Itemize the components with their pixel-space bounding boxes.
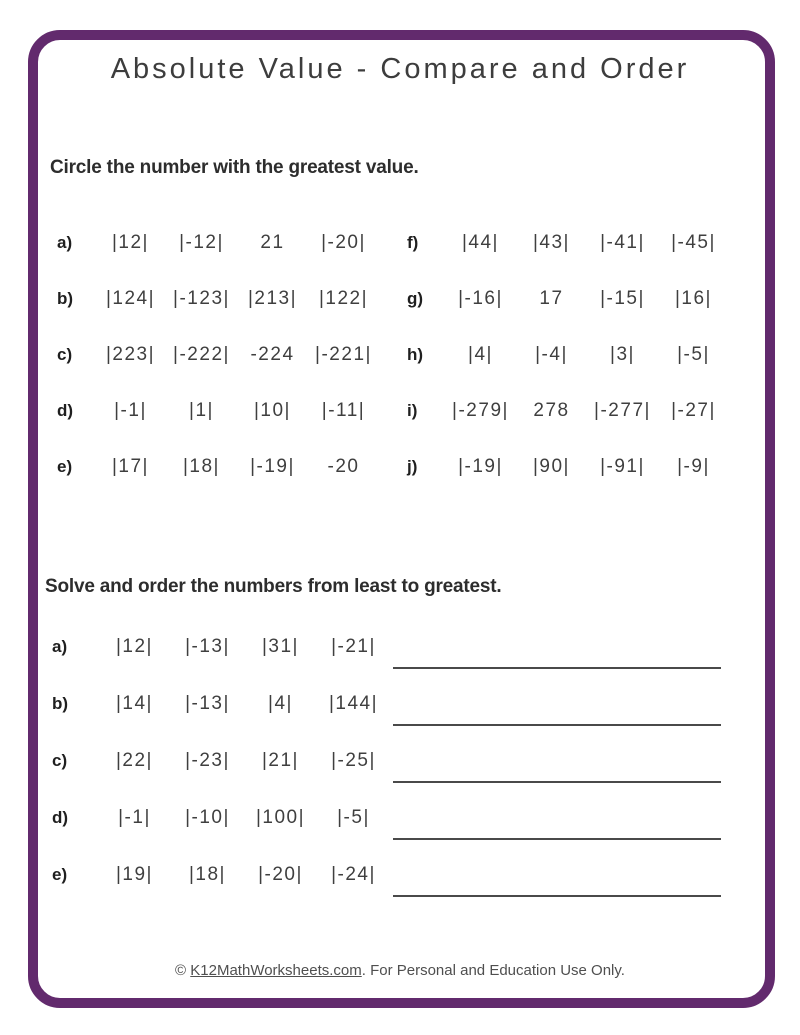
row-label: e) [52,864,68,884]
row-label: b) [57,289,74,308]
page-title: Absolute Value - Compare and Order [110,53,690,85]
footer-credit [0,962,800,979]
value-cell: |122| [318,288,369,309]
worksheet-site-link[interactable]: K12MathWorksheets.com [190,962,362,979]
value-cell: |12| [115,635,153,657]
value-cell: |-9| [677,456,710,477]
row-label: a) [57,233,73,252]
value-cell: |-11| [321,400,366,421]
section2-rows [45,618,721,903]
value-cell: |10| [253,400,291,421]
value-cell: |124| [105,288,156,309]
value-cell: 17 [539,288,564,309]
ordering-row [45,789,721,846]
value-cell: |-15| [600,288,645,309]
row-label: i) [407,401,418,420]
row-label: f) [407,233,419,252]
value-cell: |-4| [535,344,568,365]
value-cell: |-20| [321,232,366,253]
row-label: c) [52,750,68,770]
section1-right-column [400,215,729,495]
footer-usage-note: . For Personal and Education Use Only. [361,962,625,979]
answer-blank-line [393,667,721,669]
value-cell: |-222| [173,344,230,365]
value-cell: |-25| [331,749,376,771]
ordering-row [45,732,721,789]
value-cell: |18| [182,456,220,477]
value-cell: |-45| [671,232,716,253]
value-cell: |-5| [337,806,370,828]
row-label: g) [407,289,424,308]
value-cell: |144| [328,692,379,714]
value-cell: |14| [115,692,153,714]
value-cell: -20 [327,456,360,477]
value-cell: |100| [255,806,306,828]
value-cell: |4| [468,344,493,365]
value-cell: |90| [532,456,570,477]
value-cell: |-1| [118,806,151,828]
value-cell: |-19| [250,456,295,477]
value-cell: |16| [674,288,712,309]
value-cell: -224 [250,344,295,365]
answer-blank-line [393,838,721,840]
value-cell: |31| [261,635,299,657]
value-cell: |-5| [677,344,710,365]
row-label: a) [52,636,68,656]
row-label: c) [57,345,73,364]
value-cell: 21 [260,232,285,253]
value-cell: |-16| [458,288,503,309]
ordering-row [45,675,721,732]
value-cell: 278 [533,400,570,421]
value-cell: |4| [268,692,293,714]
row-label: b) [52,693,69,713]
value-cell: |3| [610,344,635,365]
section1-instruction: Circle the number with the greatest value. [50,157,419,178]
value-cell: |1| [189,400,214,421]
value-cell: |-12| [179,232,224,253]
value-cell: |22| [115,749,153,771]
value-cell: |-277| [594,400,651,421]
section1-left-column [50,215,379,495]
value-cell: |-13| [185,692,230,714]
value-cell: |-41| [600,232,645,253]
row-label: h) [407,345,424,364]
value-cell: |18| [188,863,226,885]
value-cell: |21| [261,749,299,771]
value-cell: |223| [105,344,156,365]
row-label: e) [57,457,73,476]
copyright-symbol: © [175,962,191,979]
value-cell: |-20| [258,863,303,885]
answer-blank-line [393,781,721,783]
row-label: j) [407,457,418,476]
answer-blank-line [393,895,721,897]
value-cell: |213| [247,288,298,309]
value-cell: |12| [111,232,149,253]
value-cell: |-13| [185,635,230,657]
value-cell: |-27| [671,400,716,421]
value-cell: |44| [461,232,499,253]
value-cell: |-91| [600,456,645,477]
value-cell: |-10| [185,806,230,828]
section2-instruction: Solve and order the numbers from least to greatest. [45,576,502,597]
row-label: d) [57,401,74,420]
ordering-row [45,846,721,903]
ordering-row [45,618,721,675]
answer-blank-line [393,724,721,726]
value-cell: |-1| [114,400,147,421]
value-cell: |-279| [452,400,509,421]
value-cell: |-123| [173,288,230,309]
value-cell: |19| [115,863,153,885]
value-cell: |43| [532,232,570,253]
value-cell: |-221| [315,344,372,365]
value-cell: |-21| [331,635,376,657]
value-cell: |-24| [331,863,376,885]
value-cell: |-23| [185,749,230,771]
row-label: d) [52,807,69,827]
value-cell: |17| [111,456,149,477]
value-cell: |-19| [458,456,503,477]
